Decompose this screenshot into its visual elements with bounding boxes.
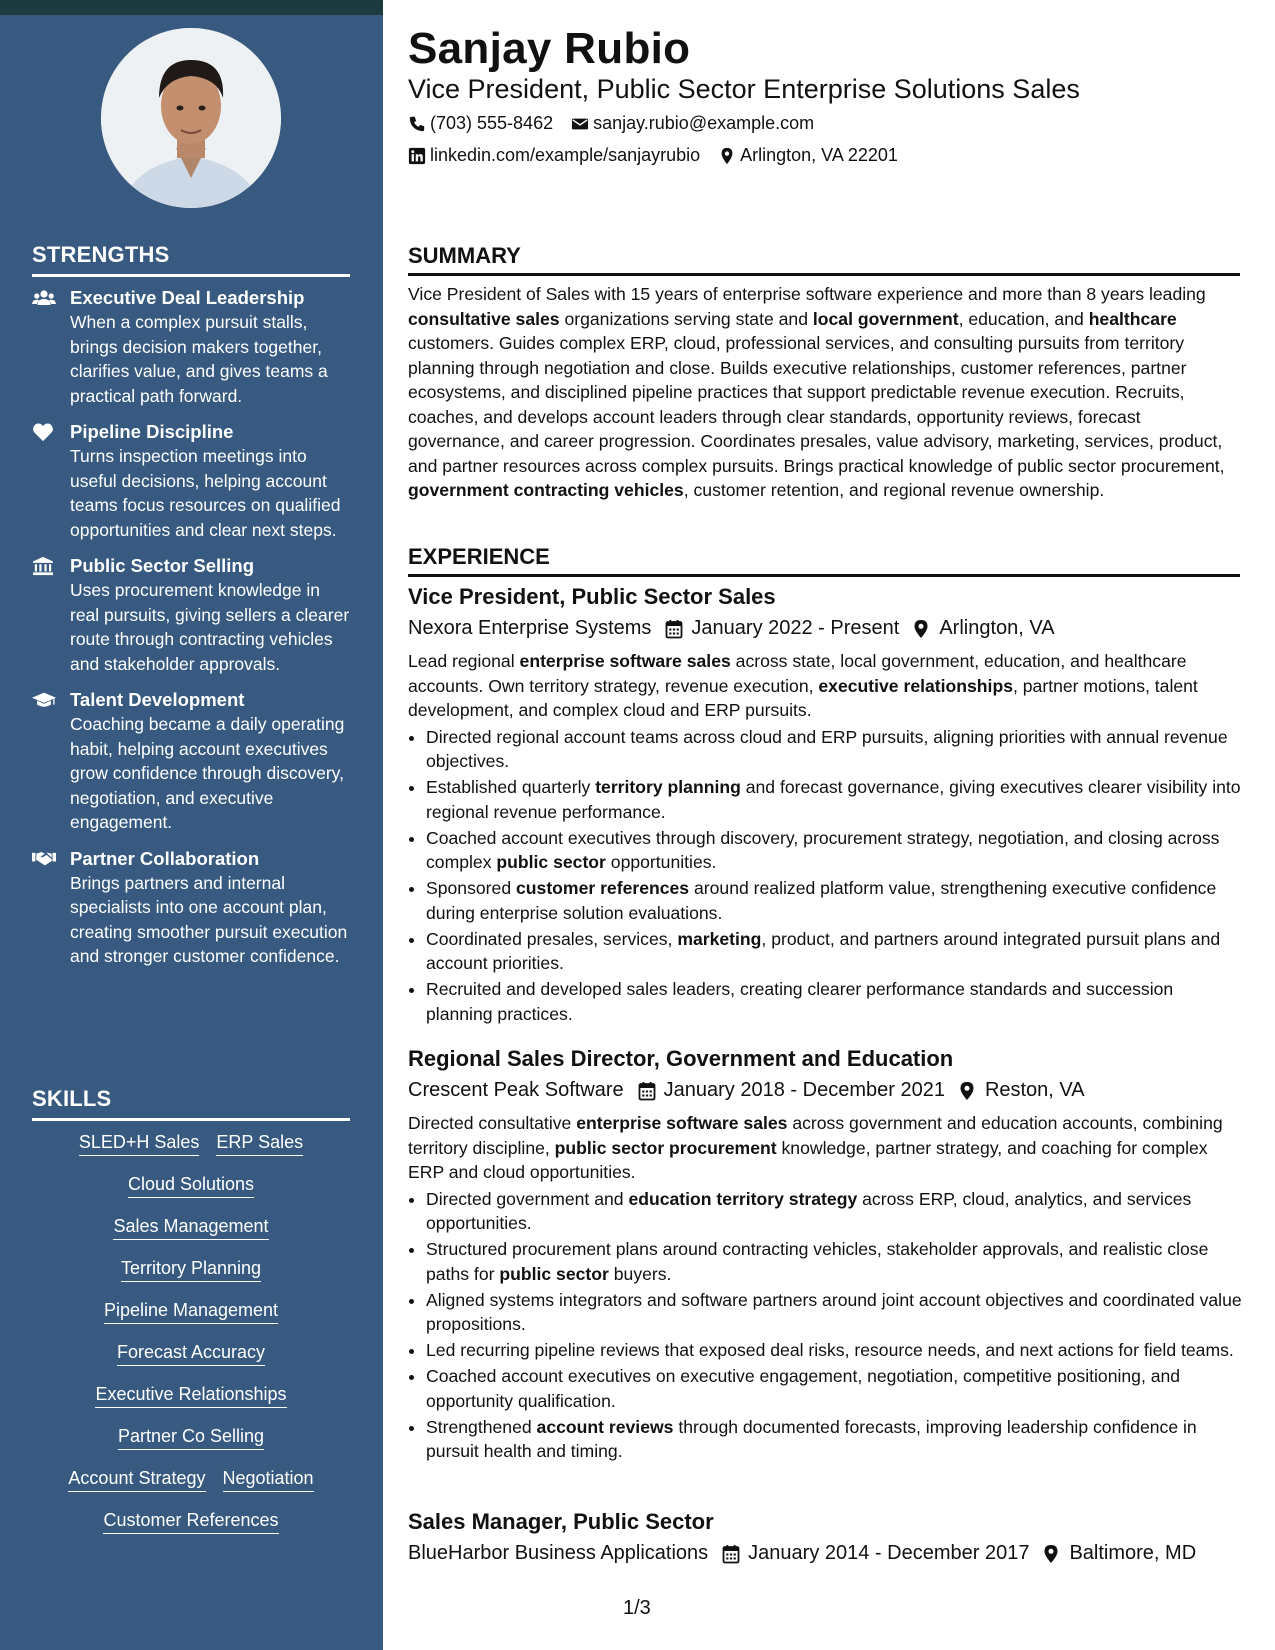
job-title: Vice President, Public Sector Sales: [408, 584, 776, 609]
strength-description: Uses procurement knowledge in real pursuits, giving sellers a clearer route through contracting vehicles and stakeholder approvals.: [70, 580, 350, 674]
phone-number: (703) 555-8462: [430, 113, 554, 133]
experience-entry: [408, 583, 1242, 1028]
map-pin-icon: [1043, 1543, 1061, 1563]
bold-keyword: executive relationships: [818, 675, 1013, 696]
skill-tag: Partner Co Selling: [118, 1424, 264, 1450]
text-run: Directed consultative: [408, 1113, 577, 1133]
skill-tag: Pipeline Management: [104, 1298, 278, 1324]
text-run: Sponsored: [426, 878, 516, 898]
skill-tag: Negotiation: [223, 1466, 314, 1492]
experience-heading: EXPERIENCE: [408, 544, 1240, 577]
candidate-name: Sanjay Rubio: [408, 24, 691, 73]
achievement-item: [426, 977, 1242, 1026]
text-run: Led recurring pipeline reviews that exposed deal risks, resource needs, and next actions for field teams.: [426, 1340, 1234, 1360]
job-title: Sales Manager, Public Sector: [408, 1509, 714, 1534]
text-run: Strengthened: [426, 1416, 537, 1437]
text-run: , customer retention, and regional revenue ownership.: [683, 480, 1105, 500]
text-run: Structured procurement plans around contracting vehicles, stakeholder approvals, and realistic close paths for: [426, 1239, 1209, 1284]
skill-tag: Forecast Accuracy: [117, 1340, 265, 1366]
achievement-item: [426, 775, 1242, 824]
skills-row: [32, 1340, 350, 1366]
strength-title: Pipeline Discipline: [70, 421, 234, 442]
strength-description: When a complex pursuit stalls, brings decision makers together, clarifies value, and gives teams a practical path forward.: [70, 312, 328, 406]
text-run: across government and education accounts, combining territory discipline,: [408, 1113, 1223, 1158]
text-run: buyers.: [608, 1263, 672, 1284]
bold-keyword: public sector procurement: [554, 1137, 777, 1158]
job-location: Reston, VA: [984, 1079, 1085, 1101]
job-dates: January 2014 - December 2017: [748, 1542, 1030, 1564]
strengths-heading: STRENGTHS: [32, 242, 350, 277]
strength-item: [32, 420, 352, 542]
strength-item: [32, 554, 352, 676]
job-title: Regional Sales Director, Government and Education: [408, 1046, 954, 1071]
contact-row: [408, 113, 814, 134]
linkedin-link[interactable]: linkedin.com/example/sanjayrubio: [430, 145, 701, 165]
job-dates: January 2018 - December 2021: [663, 1079, 945, 1101]
envelope-icon: [571, 115, 589, 133]
text-run: knowledge, partner strategy, and coaching for complex ERP and cloud opportunities.: [408, 1137, 1208, 1182]
achievement-item: [426, 1364, 1242, 1413]
skills-row: [32, 1466, 350, 1492]
text-run: Aligned systems integrators and software partners around joint account objectives and coordinated value propositions.: [426, 1289, 1242, 1334]
strength-title: Public Sector Selling: [70, 555, 255, 576]
achievement-item: [426, 1237, 1242, 1286]
skills-heading: SKILLS: [32, 1086, 350, 1121]
job-location: Baltimore, MD: [1069, 1542, 1197, 1564]
achievement-item: [426, 1187, 1242, 1236]
calendar-icon: [638, 1080, 656, 1100]
bold-keyword: healthcare: [1088, 308, 1177, 329]
skill-tag: Cloud Solutions: [128, 1172, 254, 1198]
company-name: Nexora Enterprise Systems: [408, 617, 652, 639]
bold-keyword: government contracting vehicles: [408, 480, 684, 500]
job-dates: January 2022 - Present: [691, 617, 900, 639]
skills-row: [32, 1508, 350, 1534]
text-run: , partner motions, talent development, and complex cloud and ERP pursuits.: [408, 675, 1198, 720]
strength-title: Partner Collaboration: [70, 847, 260, 869]
strength-item: [32, 688, 352, 835]
skill-tag: ERP Sales: [216, 1130, 303, 1156]
text-run: across state, local government, education, and healthcare accounts. Own territory strategy, revenue execution,: [408, 651, 1187, 696]
text-run: Lead regional: [408, 651, 520, 671]
strength-title: Talent Development: [70, 689, 245, 710]
strength-title: Executive Deal Leadership: [70, 287, 305, 308]
strength-item: [32, 847, 352, 969]
skill-tag: Executive Relationships: [95, 1382, 286, 1408]
achievement-item: [426, 1338, 1242, 1363]
achievement-item: [426, 1288, 1242, 1337]
achievement-item: [426, 826, 1242, 875]
bold-keyword: public sector: [499, 1263, 609, 1284]
text-run: Coached account executives on executive engagement, negotiation, competitive positioning, and opportunity qualification.: [426, 1366, 1181, 1411]
bold-keyword: local government: [812, 308, 959, 329]
achievement-item: [426, 725, 1242, 774]
text-run: , product, and partners around integrated pursuit plans and account priorities.: [426, 928, 1221, 973]
job-meta: [408, 613, 1242, 643]
skill-tag: Account Strategy: [68, 1466, 205, 1492]
achievement-item: [426, 1415, 1242, 1464]
achievement-list: [408, 725, 1242, 1027]
map-pin-icon: [913, 618, 931, 638]
map-pin-icon: [718, 147, 736, 165]
map-pin-icon: [959, 1080, 977, 1100]
linkedin-icon: [408, 147, 426, 165]
text-run: Directed regional account teams across cloud and ERP pursuits, aligning priorities with annual revenue objectives.: [426, 726, 1228, 771]
bold-keyword: territory planning: [595, 777, 741, 797]
text-run: through documented forecasts, improving leadership confidence in pursuit health and timing.: [426, 1416, 1197, 1461]
skills-row: [32, 1256, 350, 1282]
heart-icon: [32, 422, 56, 444]
text-run: opportunities.: [605, 852, 717, 872]
text-run: across ERP, cloud, analytics, and services opportunities.: [426, 1188, 1192, 1233]
email-link[interactable]: sanjay.rubio@example.com: [593, 113, 815, 133]
avatar: [101, 28, 281, 208]
skills-row: [32, 1130, 350, 1156]
strength-description: Turns inspection meetings into useful decisions, helping account teams focus resources on qualified opportunities and clear next steps.: [70, 446, 341, 540]
experience-entry: [408, 1045, 1242, 1465]
skills-list: [32, 1130, 350, 1534]
text-run: Coordinated presales, services,: [426, 928, 678, 949]
text-run: , education, and: [958, 308, 1089, 329]
users-icon: [32, 288, 56, 310]
contact-row: [408, 145, 898, 166]
strength-description: Coaching became a daily operating habit, helping account executives grow confidence through discovery, negotiation, and executive engagement.: [70, 714, 345, 832]
sidebar: [0, 0, 383, 1650]
text-run: around realized platform value, strengthening executive confidence during enterprise solution evaluations.: [426, 878, 1217, 923]
summary-heading: SUMMARY: [408, 243, 1240, 276]
job-meta: [408, 1538, 1242, 1568]
skills-row: [32, 1298, 350, 1324]
skill-tag: SLED+H Sales: [79, 1130, 200, 1156]
strength-description: Brings partners and internal specialists into one account plan, creating smoother pursuit execution and stronger customer confidence.: [70, 872, 348, 966]
text-run: Directed government and: [426, 1188, 629, 1209]
skills-row: [32, 1214, 350, 1240]
job-description: [408, 1111, 1242, 1185]
text-run: organizations serving state and: [559, 308, 813, 329]
strength-item: [32, 286, 352, 408]
achievement-item: [426, 876, 1242, 925]
text-run: Recruited and developed sales leaders, creating clearer performance standards and succession planning practices.: [426, 979, 1174, 1024]
calendar-icon: [665, 618, 683, 638]
skills-row: [32, 1172, 350, 1198]
calendar-icon: [722, 1543, 740, 1563]
sidebar-top-bar: [0, 0, 383, 15]
skill-tag: Sales Management: [113, 1214, 268, 1240]
phone-icon: [408, 115, 426, 133]
bank-icon: [32, 556, 56, 578]
skills-row: [32, 1424, 350, 1450]
achievement-list: [408, 1187, 1242, 1464]
text-run: and forecast governance, giving executives clearer visibility into regional revenue performance.: [426, 777, 1241, 822]
bold-keyword: public sector: [496, 852, 606, 872]
graduation-cap-icon: [32, 690, 56, 712]
bold-keyword: marketing: [677, 928, 762, 949]
achievement-item: [426, 927, 1242, 976]
job-description: [408, 649, 1242, 723]
location-text: Arlington, VA 22201: [740, 145, 898, 165]
text-run: Established quarterly: [426, 777, 596, 797]
bold-keyword: consultative sales: [408, 308, 560, 329]
bold-keyword: account reviews: [536, 1416, 674, 1437]
text-run: customers. Guides complex ERP, cloud, professional services, and consulting pursuits from territory planning through negotiation and close. Builds executive relationships, customer references, partner ecosystems, and disciplined pipeline practices that support predictable revenue execution. Recruits, coaches, and develops account leaders through clear standards, opportunity reviews, forecast governance, and career progression. Coordinates presales, value advisory, marketing, services, product, and partner resources across complex pursuits. Brings practical knowledge of public sector procurement,: [408, 333, 1225, 476]
text-run: Coached account executives through discovery, procurement strategy, negotiation, and closing across complex: [426, 827, 1220, 872]
page-number: 1/3: [623, 1597, 651, 1619]
bold-keyword: enterprise software sales: [576, 1113, 788, 1133]
text-run: Vice President of Sales with 15 years of enterprise software experience and more than 8 years leading: [408, 284, 1206, 304]
bold-keyword: education territory strategy: [628, 1188, 858, 1209]
skills-row: [32, 1382, 350, 1408]
bold-keyword: customer references: [516, 878, 690, 898]
skill-tag: Customer References: [103, 1508, 278, 1534]
experience-entry: [408, 1508, 1242, 1568]
company-name: Crescent Peak Software: [408, 1079, 624, 1101]
skill-tag: Territory Planning: [121, 1256, 261, 1282]
job-location: Arlington, VA: [939, 617, 1055, 639]
candidate-headline: Vice President, Public Sector Enterprise Solutions Sales: [408, 74, 1080, 104]
company-name: BlueHarbor Business Applications: [408, 1542, 709, 1564]
strengths-list: [32, 286, 352, 981]
bold-keyword: enterprise software sales: [519, 651, 731, 671]
handshake-icon: [32, 849, 56, 871]
summary-text: [408, 282, 1242, 503]
job-meta: [408, 1075, 1242, 1105]
